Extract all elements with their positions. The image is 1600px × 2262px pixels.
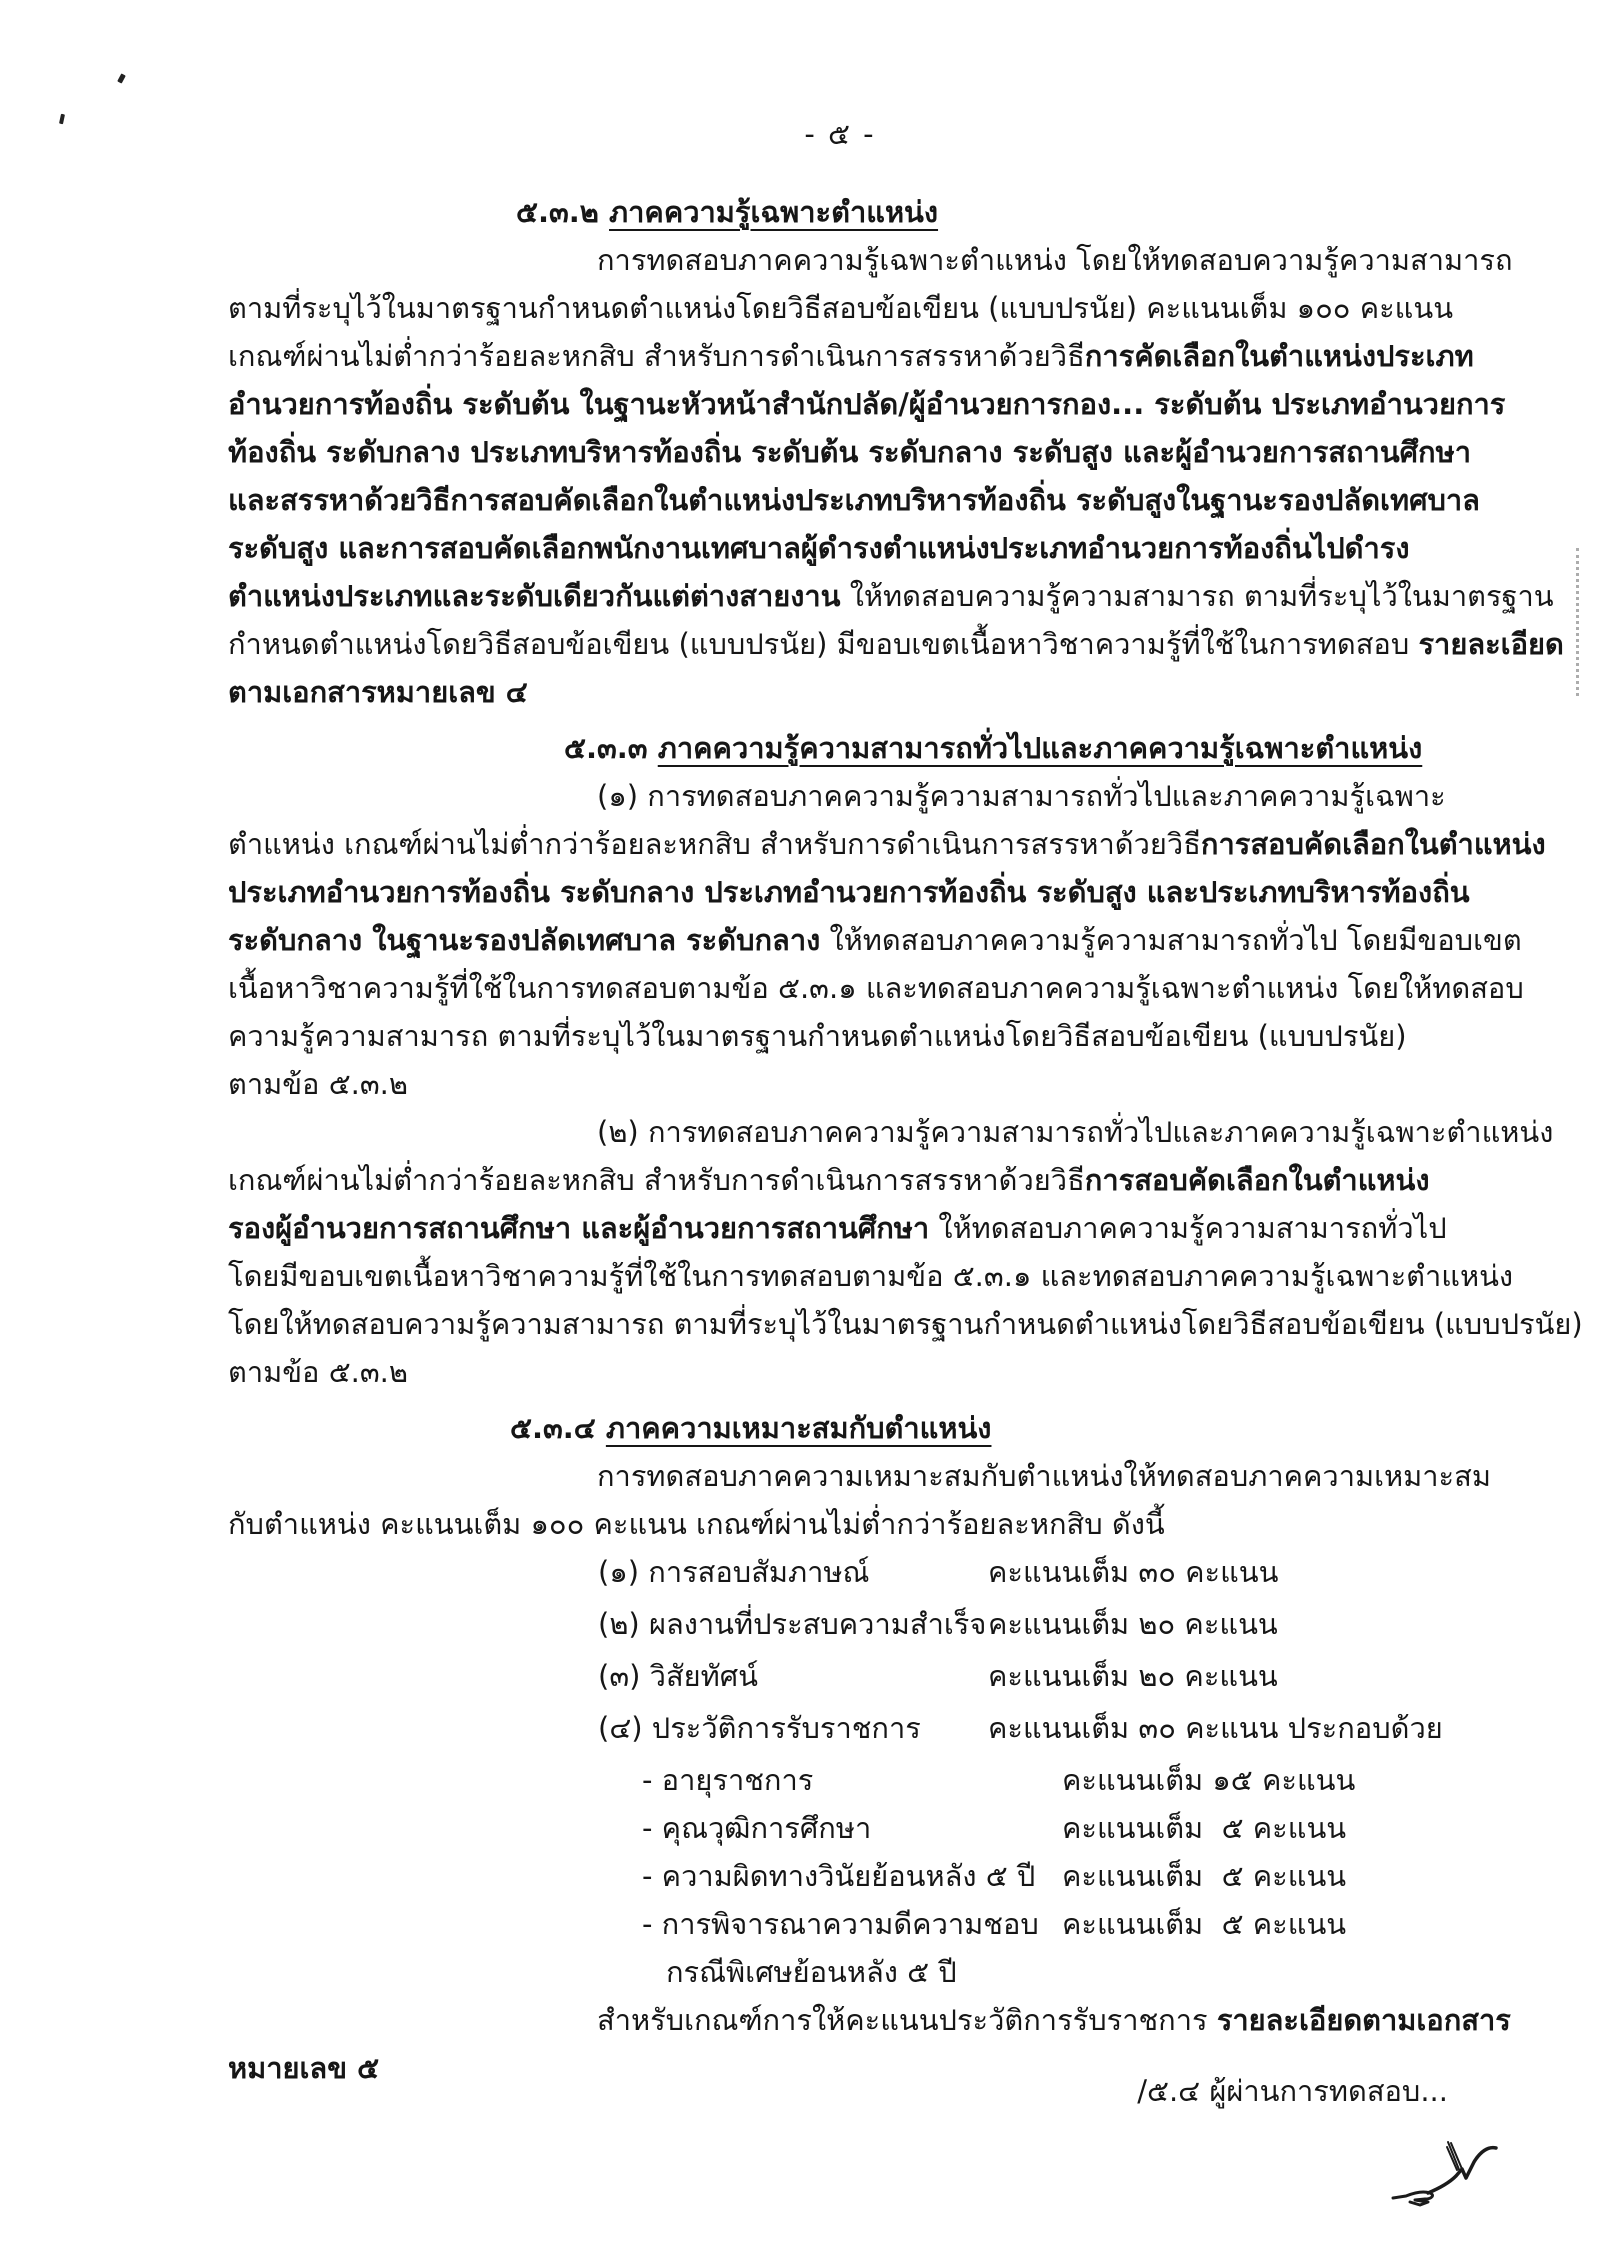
body-line <box>228 1996 1511 2044</box>
score-row <box>228 1900 1452 1948</box>
scan-speck <box>117 73 126 83</box>
body-line <box>228 1252 1514 1300</box>
text-segment: ท้องถิ่น ระดับกลาง ประเภทบริหารท้องถิ่น ระดับต้น ระดับกลาง ระดับสูง และผู้อำนวยการสถานศึกษา <box>228 435 1472 469</box>
body-line <box>228 380 1506 428</box>
score-value: คะแนนเต็ม ๒๐ คะแนน <box>988 1659 1278 1693</box>
score-value: คะแนนเต็ม ๒๐ คะแนน <box>988 1607 1278 1641</box>
text-segment: ให้ทดสอบภาคความรู้ความสามารถทั่วไป <box>929 1211 1447 1245</box>
text-segment: ระดับกลาง ในฐานะรองปลัดเทศบาล ระดับกลาง <box>228 923 821 957</box>
handwritten-signature-mark <box>1390 2136 1510 2214</box>
text-segment: ให้ทดสอบความรู้ความสามารถ ตามที่ระบุไว้ในมาตรฐาน <box>840 579 1554 613</box>
score-value: คะแนนเต็ม ๓๐ คะแนน <box>988 1555 1279 1589</box>
text-segment: ตามที่ระบุไว้ในมาตรฐานกำหนดตำแหน่งโดยวิธีสอบข้อเขียน (แบบปรนัย) คะแนนเต็ม ๑๐๐ คะแนน <box>228 291 1454 325</box>
document-content <box>228 110 1583 2092</box>
score-row <box>228 1652 1452 1704</box>
text-segment: เกณฑ์ผ่านไม่ต่ำกว่าร้อยละหกสิบ สำหรับการดำเนินการสรรหาด้วยวิธี <box>228 1163 1085 1197</box>
score-row <box>228 1548 1452 1600</box>
body-line <box>228 524 1452 572</box>
section-title: ภาคความรู้เฉพาะตำแหน่ง <box>609 195 939 229</box>
text-segment: โดยให้ทดสอบความรู้ความสามารถ ตามที่ระบุไว้ในมาตรฐานกำหนดตำแหน่งโดยวิธีสอบข้อเขียน (แบบปรนัย) <box>228 1307 1583 1341</box>
text-segment: ตามข้อ ๕.๓.๒ <box>228 1355 409 1389</box>
paragraph <box>228 772 1546 1108</box>
body-line <box>228 964 1524 1012</box>
score-row <box>228 1756 1452 1804</box>
section-heading-5-3-2 <box>516 188 1452 236</box>
section-title: ภาคความรู้ความสามารถทั่วไปและภาคความรู้เฉพาะตำแหน่ง <box>657 731 1423 765</box>
section-number: ๕.๓.๓ <box>564 731 648 765</box>
text-segment: การทดสอบภาคความรู้เฉพาะตำแหน่ง โดยให้ทดสอบความรู้ความสามารถ <box>597 243 1513 277</box>
body-line <box>228 236 1513 284</box>
body-line <box>228 916 1522 964</box>
text-segment: กับตำแหน่ง คะแนนเต็ม ๑๐๐ คะแนน เกณฑ์ผ่านไม่ต่ำกว่าร้อยละหกสิบ ดังนี้ <box>228 1507 1165 1541</box>
score-label: - ความผิดทางวินัยย้อนหลัง ๕ ปี <box>642 1859 1036 1893</box>
body-line <box>228 1452 1491 1500</box>
text-segment: ความรู้ความสามารถ ตามที่ระบุไว้ในมาตรฐานกำหนดตำแหน่งโดยวิธีสอบข้อเขียน (แบบปรนัย) <box>228 1019 1407 1053</box>
score-list <box>228 1548 1452 1756</box>
scan-speck <box>59 114 65 125</box>
text-segment: (๒) การทดสอบภาคความรู้ความสามารถทั่วไปและภาคความรู้เฉพาะตำแหน่ง <box>597 1115 1554 1149</box>
section-heading-5-3-3 <box>564 724 1452 772</box>
text-segment: การสอบคัดเลือกในตำแหน่ง <box>1200 827 1546 861</box>
body-line <box>228 868 1470 916</box>
text-segment: และสรรหาด้วยวิธีการสอบคัดเลือกในตำแหน่งประเภทบริหารท้องถิ่น ระดับสูงในฐานะรองปลัดเทศบาล <box>228 483 1480 517</box>
paragraph <box>228 236 1564 716</box>
text-segment: สำหรับเกณฑ์การให้คะแนนประวัติการรับราชการ <box>597 2003 1217 2037</box>
scan-edge-artifact <box>1576 548 1579 696</box>
text-segment: ตามข้อ ๕.๓.๒ <box>228 1067 409 1101</box>
score-label: - การพิจารณาความดีความชอบ <box>642 1907 1039 1941</box>
paragraph <box>228 1108 1583 1396</box>
body-line <box>228 332 1474 380</box>
score-row <box>228 1600 1452 1652</box>
text-segment: ระดับสูง และการสอบคัดเลือกพนักงานเทศบาลผู้ดำรงตำแหน่งประเภทอำนวยการท้องถิ่นไปดำรง <box>228 531 1410 565</box>
score-label-continuation: กรณีพิเศษย้อนหลัง ๕ ปี <box>666 1955 957 1989</box>
text-segment: รายละเอียด <box>1418 627 1564 661</box>
text-segment: ให้ทดสอบภาคความรู้ความสามารถทั่วไป โดยมีขอบเขต <box>820 923 1522 957</box>
paragraph <box>228 1452 1491 1548</box>
text-segment: รองผู้อำนวยการสถานศึกษา และผู้อำนวยการสถานศึกษา <box>228 1211 930 1245</box>
body-line <box>228 1300 1583 1348</box>
score-label: (๔) ประวัติการรับราชการ <box>598 1711 921 1745</box>
score-value: คะแนนเต็ม ๑๕ คะแนน <box>1062 1763 1356 1797</box>
body-line <box>228 284 1452 332</box>
body-line <box>228 820 1546 868</box>
body-line <box>228 1156 1452 1204</box>
score-value: คะแนนเต็ม ๕ คะแนน <box>1062 1859 1347 1893</box>
text-segment: หมายเลข ๕ <box>228 2051 380 2085</box>
body-line <box>228 1060 1452 1108</box>
body-line <box>228 572 1554 620</box>
score-row <box>228 1704 1452 1756</box>
score-label: (๓) วิสัยทัศน์ <box>598 1659 758 1693</box>
section-number: ๕.๓.๒ <box>516 195 599 229</box>
text-segment: เกณฑ์ผ่านไม่ต่ำกว่าร้อยละหกสิบ สำหรับการดำเนินการสรรหาด้วยวิธี <box>228 339 1085 373</box>
section-number: ๕.๓.๔ <box>510 1411 596 1445</box>
text-segment: รายละเอียดตามเอกสาร <box>1216 2003 1511 2037</box>
text-segment: เนื้อหาวิชาความรู้ที่ใช้ในการทดสอบตามข้อ ๕.๓.๑ และทดสอบภาคความรู้เฉพาะตำแหน่ง โดยให้ทดสอบ <box>228 971 1524 1005</box>
text-segment: การคัดเลือกในตำแหน่งประเภท <box>1084 339 1474 373</box>
body-line <box>228 1204 1452 1252</box>
text-segment: ตำแหน่งประเภทและระดับเดียวกันแต่ต่างสายงาน <box>228 579 841 613</box>
score-row <box>228 1852 1452 1900</box>
text-segment: ตำแหน่ง เกณฑ์ผ่านไม่ต่ำกว่าร้อยละหกสิบ สำหรับการดำเนินการสรรหาด้วยวิธี <box>228 827 1201 861</box>
score-value: คะแนนเต็ม ๕ คะแนน <box>1062 1907 1347 1941</box>
score-value: คะแนนเต็ม ๕ คะแนน <box>1062 1811 1347 1845</box>
footer-continuation-note: /๕.๔ ผู้ผ่านการทดสอบ... <box>1137 2074 1448 2108</box>
score-label: (๒) ผลงานที่ประสบความสำเร็จ <box>598 1607 987 1641</box>
score-value: คะแนนเต็ม ๓๐ คะแนน ประกอบด้วย <box>988 1711 1443 1745</box>
body-line <box>228 1348 1452 1396</box>
body-line <box>228 428 1472 476</box>
body-line <box>228 1500 1452 1548</box>
body-line <box>228 1108 1554 1156</box>
body-line <box>228 668 1452 716</box>
body-line <box>228 620 1564 668</box>
body-line <box>228 772 1452 820</box>
page-number: - ๕ - <box>804 117 876 151</box>
section-title: ภาคความเหมาะสมกับตำแหน่ง <box>605 1411 992 1445</box>
text-segment: การสอบคัดเลือกในตำแหน่ง <box>1084 1163 1430 1197</box>
body-line <box>228 476 1480 524</box>
text-segment: อำนวยการท้องถิ่น ระดับต้น ในฐานะหัวหน้าสำนักปลัด/ผู้อำนวยการกอง... ระดับต้น ประเภทอำนวยการ <box>228 387 1506 421</box>
text-segment: การทดสอบภาคความเหมาะสมกับตำแหน่งให้ทดสอบภาคความเหมาะสม <box>597 1459 1491 1493</box>
section-heading-5-3-4 <box>510 1404 1452 1452</box>
score-list <box>228 1756 1452 1996</box>
text-segment: กำหนดตำแหน่งโดยวิธีสอบข้อเขียน (แบบปรนัย) มีขอบเขตเนื้อหาวิชาความรู้ที่ใช้ในการทดสอบ <box>228 627 1419 661</box>
text-segment: โดยมีขอบเขตเนื้อหาวิชาความรู้ที่ใช้ในการทดสอบตามข้อ ๕.๓.๑ และทดสอบภาคความรู้เฉพาะตำแหน่ง <box>228 1259 1514 1293</box>
score-label: - อายุราชการ <box>642 1763 814 1797</box>
score-label: - คุณวุฒิการศึกษา <box>642 1811 872 1845</box>
body-line <box>228 1012 1452 1060</box>
text-segment: ประเภทอำนวยการท้องถิ่น ระดับกลาง ประเภทอำนวยการท้องถิ่น ระดับสูง และประเภทบริหารท้องถิ่น <box>228 875 1470 909</box>
score-label: (๑) การสอบสัมภาษณ์ <box>598 1555 870 1589</box>
text-segment: ตามเอกสารหมายเลข ๔ <box>228 675 528 709</box>
score-row <box>228 1804 1452 1852</box>
text-segment: (๑) การทดสอบภาคความรู้ความสามารถทั่วไปและภาคความรู้เฉพาะ <box>597 779 1446 813</box>
